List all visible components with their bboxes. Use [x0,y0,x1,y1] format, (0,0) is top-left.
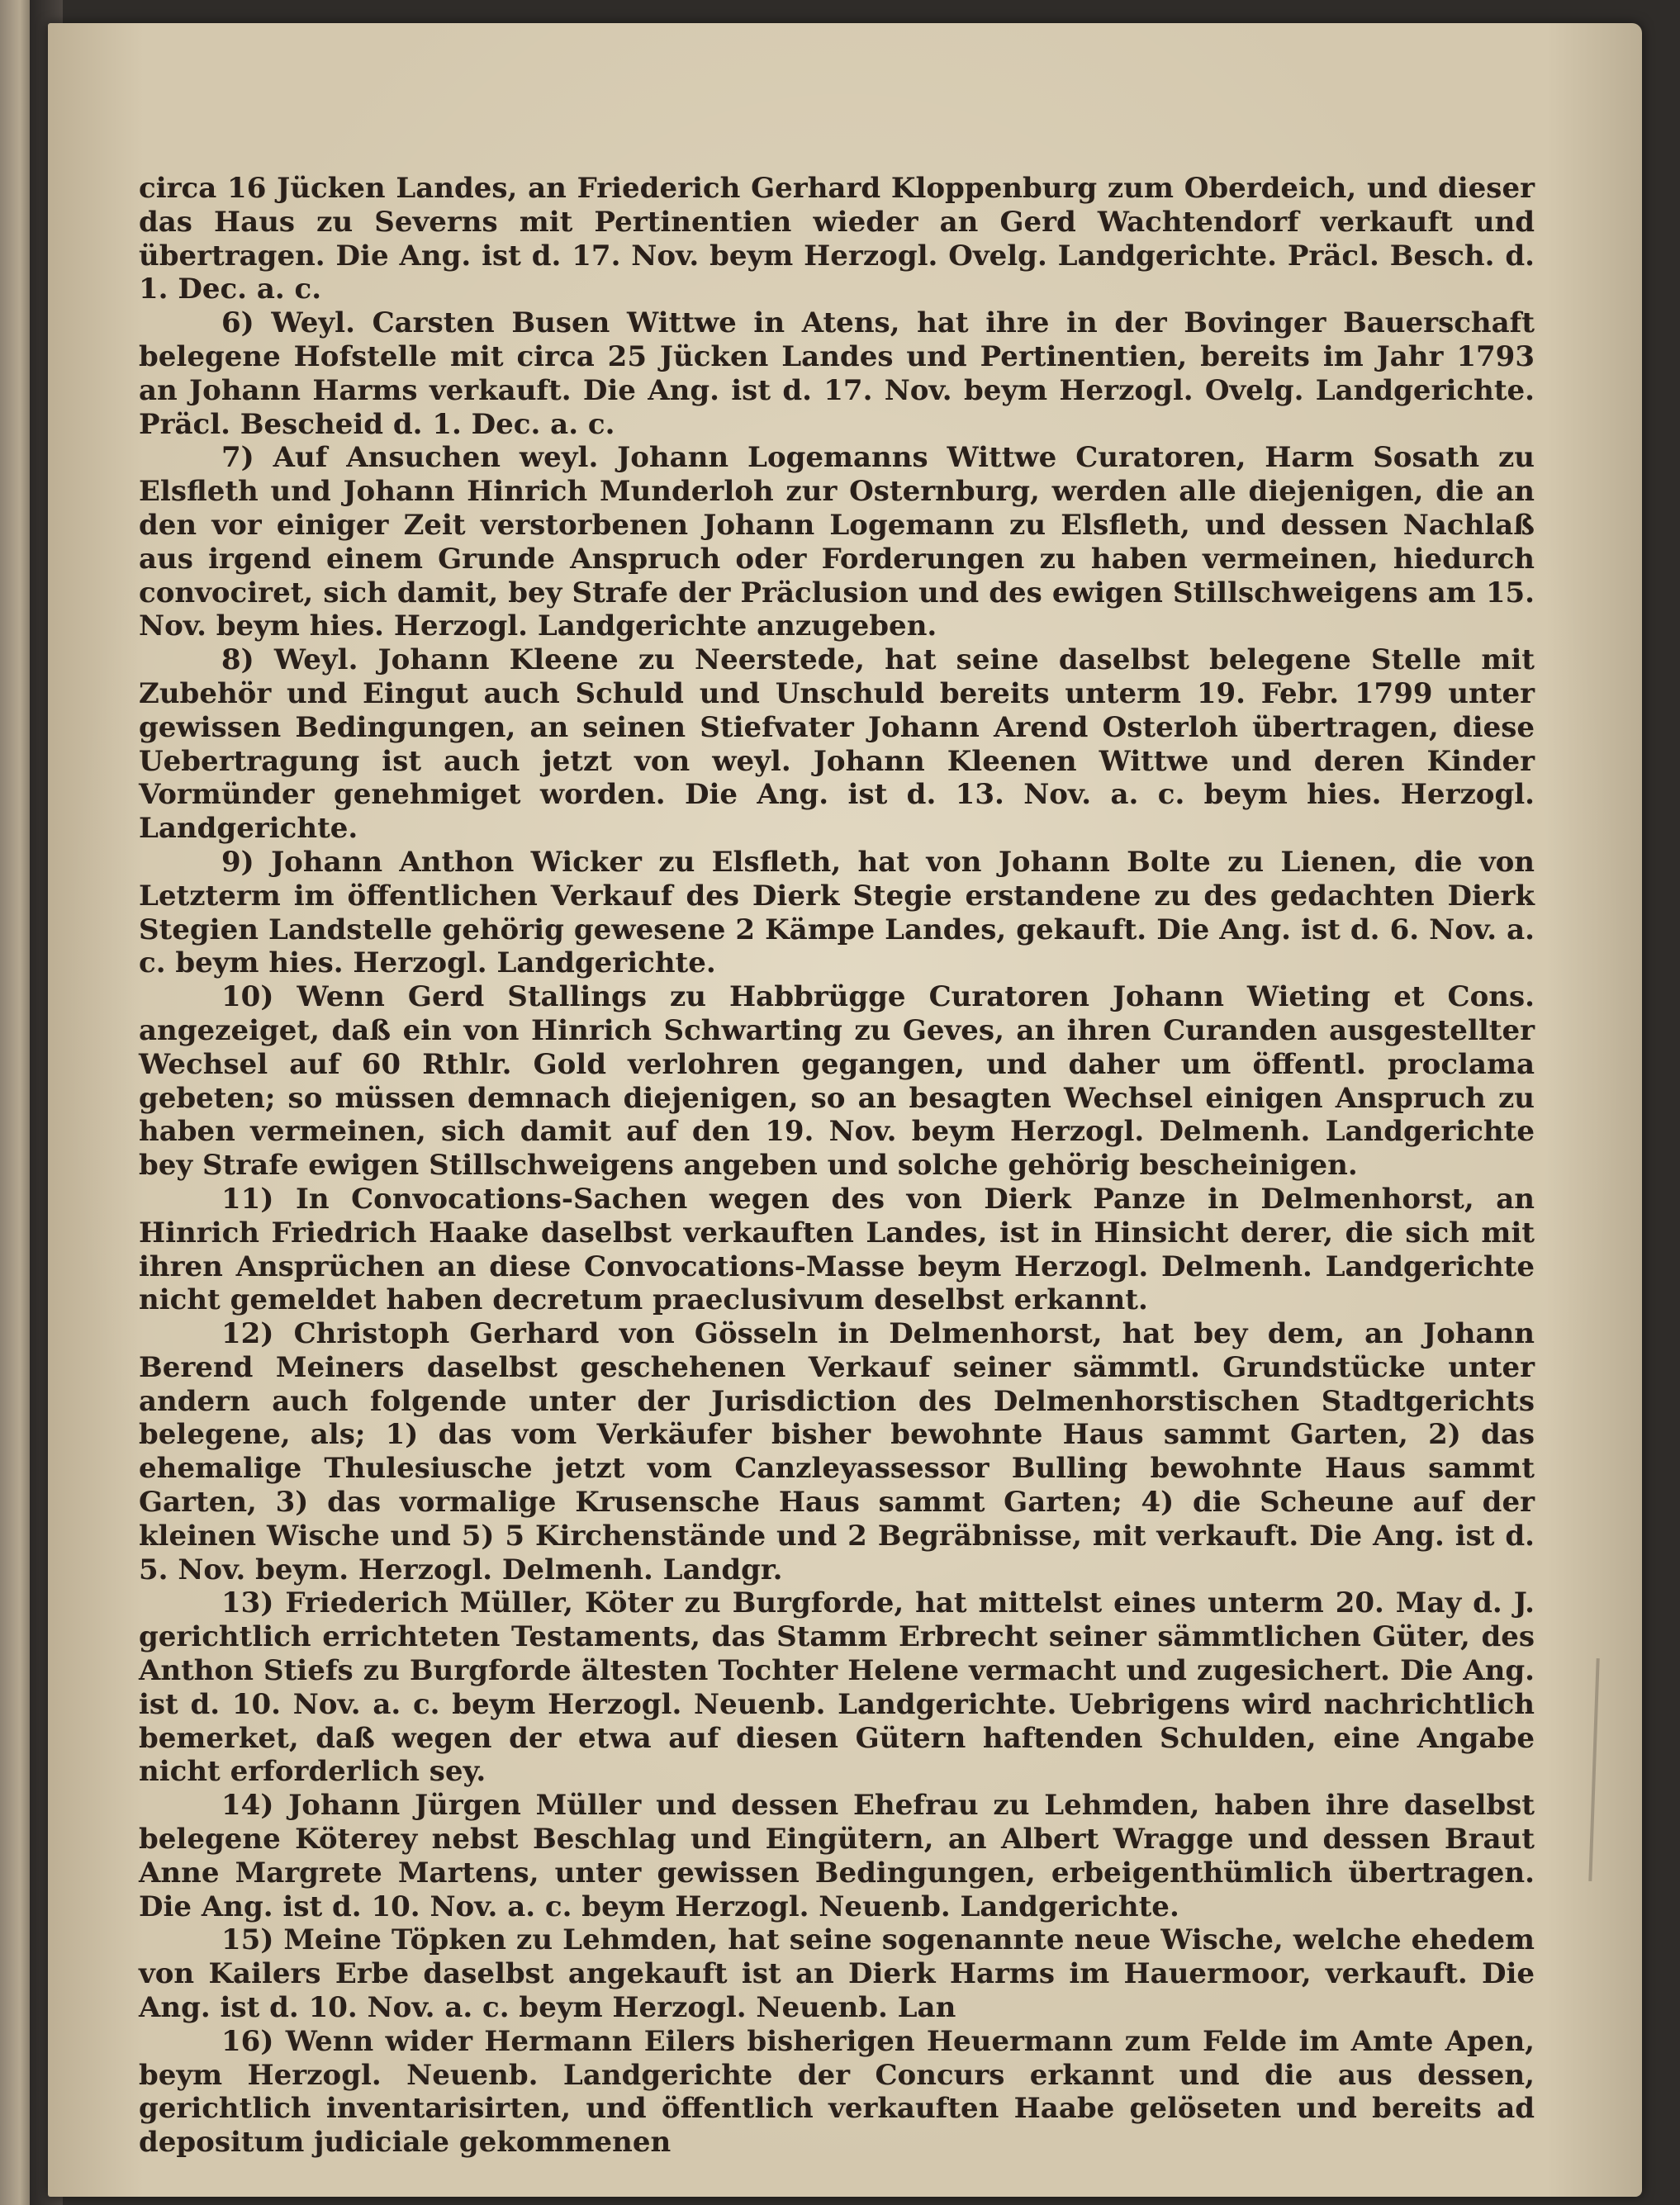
paragraph-11: 11) In Convocations-Sachen wegen des von Dierk Panze in Delmenhorst, an Hinrich Friedrich Haake daselbst verkauften Landes, ist in Hinsicht derer, die sich mit ihren Ansprüchen an diese Convocations-Masse beym Herzogl. Delmenh. Landgerichte nicht gemeldet haben decretum praeclusivum deselbst erkannt. [139,1182,1535,1317]
paragraph-8: 8) Weyl. Johann Kleene zu Neerstede, hat seine daselbst belegene Stelle mit Zubehör und Eingut auch Schuld und Unschuld bereits unterm 19. Febr. 1799 unter gewissen Bedingungen, an seinen Stiefvater Johann Arend Osterloh übertragen, diese Uebertragung ist auch jetzt von weyl. Johann Kleenen Wittwe und deren Kinder Vormünder genehmiget worden. Die Ang. ist d. 13. Nov. a. c. beym hies. Herzogl. Landgerichte. [139,643,1535,846]
paper-page [48,23,1642,2197]
text-block [139,172,1535,2160]
paragraph-15: 15) Meine Töpken zu Lehmden, hat seine sogenannte neue Wische, welche ehedem von Kailers Erbe daselbst angekauft ist an Dierk Harms im Hauermoor, verkauft. Die Ang. ist d. 10. Nov. a. c. beym Herzogl. Neuenb. Lan [139,1923,1535,2025]
paragraph-6: 6) Weyl. Carsten Busen Wittwe in Atens, hat ihre in der Bovinger Bauerschaft belegene Hofstelle mit circa 25 Jücken Landes und Pertinentien, bereits im Jahr 1793 an Johann Harms verkauft. Die Ang. ist d. 17. Nov. beym Herzogl. Ovelg. Landgerichte. Präcl. Bescheid d. 1. Dec. a. c. [139,306,1535,441]
paragraph-13: 13) Friederich Müller, Köter zu Burgforde, hat mittelst eines unterm 20. May d. J. gerichtlich errichteten Testaments, das Stamm Erbrecht seiner sämmtlichen Güter, des Anthon Stiefs zu Burgforde ältesten Tochter Helene vermacht und zugesichert. Die Ang. ist d. 10. Nov. a. c. beym Herzogl. Neuenb. Landgerichte. Uebrigens wird nachrichtlich bemerket, daß wegen der etwa auf diesen Gütern haftenden Schulden, eine Angabe nicht erforderlich sey. [139,1586,1535,1789]
paragraph-12: 12) Christoph Gerhard von Gösseln in Delmenhorst, hat bey dem, an Johann Berend Meiners daselbst geschehenen Verkauf seiner sämmtl. Grundstücke unter andern auch folgende unter der Jurisdiction des Delmenhorstischen Stadtgerichts belegene, als; 1) das vom Verkäufer bisher bewohnte Haus sammt Garten, 2) das ehemalige Thulesiusche jetzt vom Canzleyassessor Bulling bewohnte Haus sammt Garten, 3) das vormalige Krusensche Haus sammt Garten; 4) die Scheune auf der kleinen Wische und 5) 5 Kirchenstände und 2 Begräbnisse, mit verkauft. Die Ang. ist d. 5. Nov. beym. Herzogl. Delmenh. Landgr. [139,1317,1535,1586]
paragraph-5-continued: circa 16 Jücken Landes, an Friederich Gerhard Kloppenburg zum Oberdeich, und dieser das Haus zu Severns mit Pertinentien wieder an Gerd Wachtendorf verkauft und übertragen. Die Ang. ist d. 17. Nov. beym Herzogl. Ovelg. Landgerichte. Präcl. Besch. d. 1. Dec. a. c. [139,172,1535,306]
pencil-margin-mark [1588,1658,1599,1881]
paragraph-10: 10) Wenn Gerd Stallings zu Habbrügge Curatoren Johann Wieting et Cons. angezeiget, daß ein von Hinrich Schwarting zu Geves, an ihren Curanden ausgestellter Wechsel auf 60 Rthlr. Gold verlohren gegangen, und daher um öffentl. proclama gebeten; so müssen demnach diejenigen, so an besagten Wechsel einigen Anspruch zu haben vermeinen, sich damit auf den 19. Nov. beym Herzogl. Delmenh. Landgerichte bey Strafe ewigen Stillschweigens angeben und solche gehörig bescheinigen. [139,980,1535,1183]
paragraph-9: 9) Johann Anthon Wicker zu Elsfleth, hat von Johann Bolte zu Lienen, die von Letzterm im öffentlichen Verkauf des Dierk Stegie erstandene zu des gedachten Dierk Stegien Landstelle gehörig gewesene 2 Kämpe Landes, gekauft. Die Ang. ist d. 6. Nov. a. c. beym hies. Herzogl. Landgerichte. [139,845,1535,980]
paragraph-16: 16) Wenn wider Hermann Eilers bisherigen Heuermann zum Felde im Amte Apen, beym Herzogl. Neuenb. Landgerichte der Concurs erkannt und die aus dessen, gerichtlich inventarisirten, und öffentlich verkauften Haabe gelöseten und bereits ad depositum judiciale gekommenen [139,2024,1535,2160]
paragraph-7: 7) Auf Ansuchen weyl. Johann Logemanns Wittwe Curatoren, Harm Sosath zu Elsfleth und Johann Hinrich Munderloh zur Osternburg, werden alle diejenigen, die an den vor einiger Zeit verstorbenen Johann Logemann zu Elsfleth, und dessen Nachlaß aus irgend einem Grunde Anspruch oder Forderungen zu haben vermeinen, hiedurch convociret, sich damit, bey Strafe der Präclusion und des ewigen Stillschweigens am 15. Nov. beym hies. Herzogl. Landgerichte anzugeben. [139,441,1535,643]
paragraph-14: 14) Johann Jürgen Müller und dessen Ehefrau zu Lehmden, haben ihre daselbst belegene Köterey nebst Beschlag und Eingütern, an Albert Wragge und dessen Braut Anne Margrete Martens, unter gewissen Bedingungen, erbeigenthümlich übertragen. Die Ang. ist d. 10. Nov. a. c. beym Herzogl. Neuenb. Landgerichte. [139,1789,1535,1923]
